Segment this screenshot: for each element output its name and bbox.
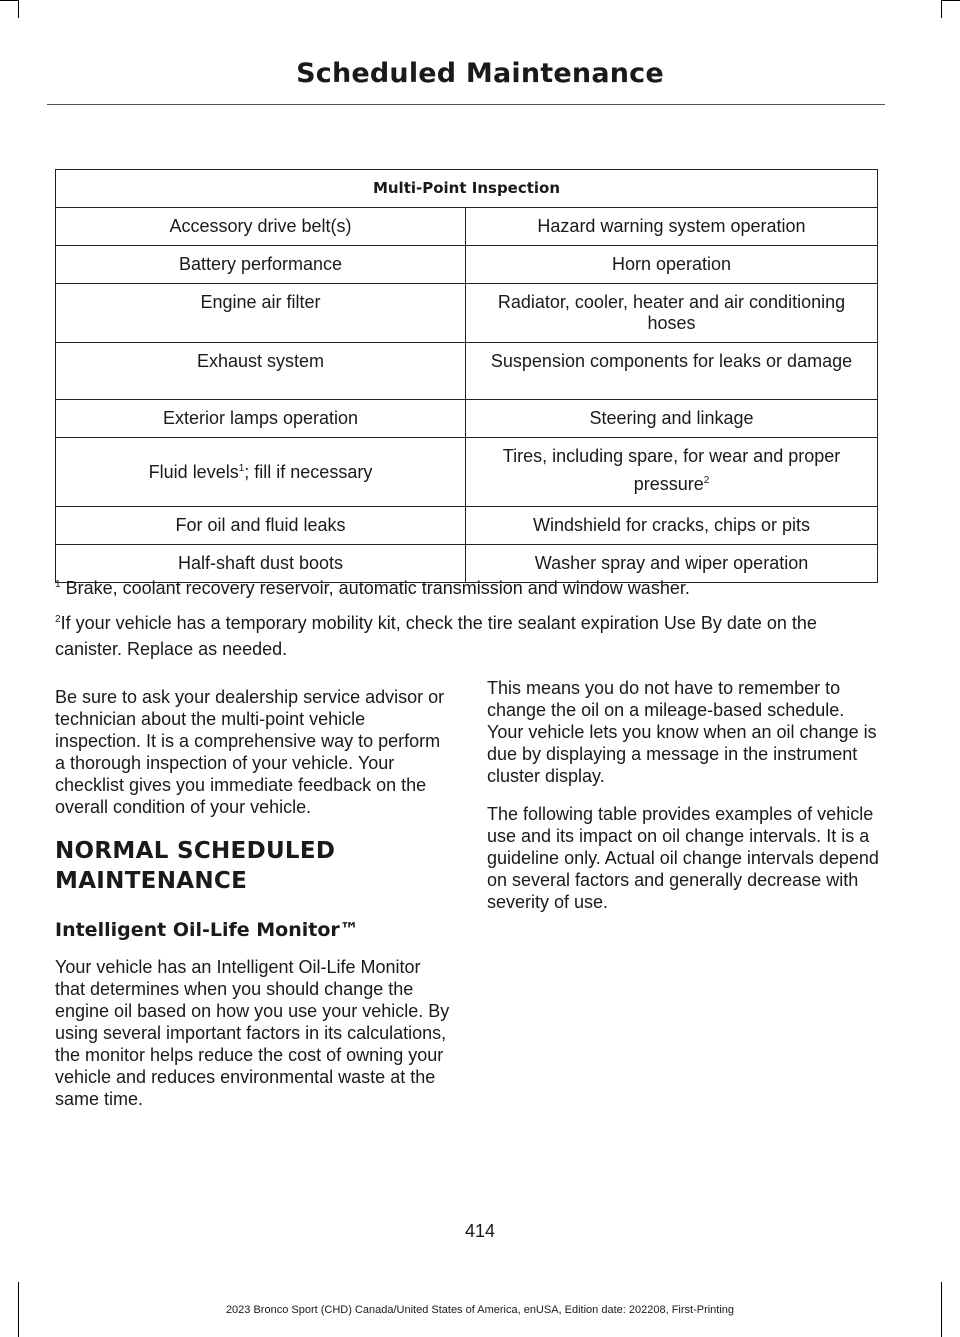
table-cell-right: Windshield for cracks, chips or pits — [466, 507, 878, 545]
table-cell-right — [466, 438, 878, 507]
footnote-text: Brake, coolant recovery reservoir, automatic transmission and window washer. — [60, 578, 690, 598]
fluid-levels-suffix: ; fill if necessary — [244, 461, 373, 482]
crop-mark — [18, 0, 19, 18]
subsection-title: Intelligent Oil-Life Monitor™ — [55, 919, 359, 941]
multi-point-inspection-table — [55, 169, 878, 583]
crop-mark — [942, 0, 960, 1]
table-cell-left: Battery performance — [56, 246, 466, 284]
table-cell-left: Half-shaft dust boots — [56, 545, 466, 583]
table-row — [56, 400, 878, 438]
tires-text-line2: pressure — [633, 474, 704, 494]
page-title: Scheduled Maintenance — [296, 58, 664, 89]
body-paragraph: The following table provides examples of vehicle use and its impact on oil change intervals. It is a guideline only. Actual oil change intervals depend on several factors and generally decrease with severity of use. — [487, 804, 879, 912]
body-paragraph: This means you do not have to remember to change the oil on a mileage-based schedule. Your vehicle lets you know when an oil change is due by displaying a message in the instrument cluster display. — [487, 678, 877, 786]
body-paragraph: Your vehicle has an Intelligent Oil-Life Monitor that determines when you should change the engine oil based on how you use your vehicle. By using several important factors in its calculations, the monitor helps reduce the cost of owning your vehicle and reduces environmental waste at the same time. — [55, 957, 450, 1109]
footnote-mark: 1 — [55, 579, 61, 590]
table-cell-right: Radiator, cooler, heater and air conditioning hoses — [466, 284, 878, 343]
page-number: 414 — [464, 1221, 496, 1241]
section-title — [55, 836, 450, 896]
table-cell-left — [56, 438, 466, 507]
table-cell-right: Horn operation — [466, 246, 878, 284]
edition-line: 2023 Bronco Sport (CHD) Canada/United States of America, enUSA, Edition date: 202208, First-Printing — [225, 1304, 735, 1316]
table-row — [56, 343, 878, 400]
table-title: Multi-Point Inspection — [56, 170, 878, 208]
table-row — [56, 438, 878, 507]
footnote-ref: 2 — [703, 475, 710, 486]
footnote-mark: 2 — [55, 614, 61, 625]
crop-mark — [0, 0, 18, 1]
section-title-line1: NORMAL SCHEDULED — [55, 838, 336, 864]
body-paragraph: Be sure to ask your dealership service advisor or technician about the multi-point vehicle inspection. It is a comprehensive way to perform a thorough inspection of your vehicle. Your checklist gives you immediate feedback on the overall condition of your vehicle. — [55, 687, 445, 817]
header-divider — [47, 104, 885, 105]
table-cell-left: For oil and fluid leaks — [56, 507, 466, 545]
footnote-text: If your vehicle has a temporary mobility kit, check the tire sealant expiration Use By date on the canister. Replace as needed. — [55, 613, 817, 659]
table-cell-left: Exhaust system — [56, 343, 466, 400]
table-cell-right: Hazard warning system operation — [466, 208, 878, 246]
left-column — [55, 686, 450, 1126]
table-row — [56, 246, 878, 284]
right-column — [487, 677, 882, 929]
footnote-2 — [55, 610, 883, 662]
section-title-line2: MAINTENANCE — [55, 868, 248, 894]
table-cell-left: Exterior lamps operation — [56, 400, 466, 438]
table-row — [56, 208, 878, 246]
table-row — [56, 507, 878, 545]
crop-mark — [941, 0, 942, 18]
table-row — [56, 284, 878, 343]
footnote-1 — [55, 575, 883, 601]
table-cell-right: Steering and linkage — [466, 400, 878, 438]
table-cell-left: Engine air filter — [56, 284, 466, 343]
table-cell-left: Accessory drive belt(s) — [56, 208, 466, 246]
fluid-levels-text: Fluid levels — [148, 461, 239, 482]
tires-text: Tires, including spare, for wear and proper — [502, 446, 841, 466]
table-cell-right: Washer spray and wiper operation — [466, 545, 878, 583]
table-cell-right: Suspension components for leaks or damage — [466, 343, 878, 400]
footnote-ref: 1 — [238, 462, 245, 474]
